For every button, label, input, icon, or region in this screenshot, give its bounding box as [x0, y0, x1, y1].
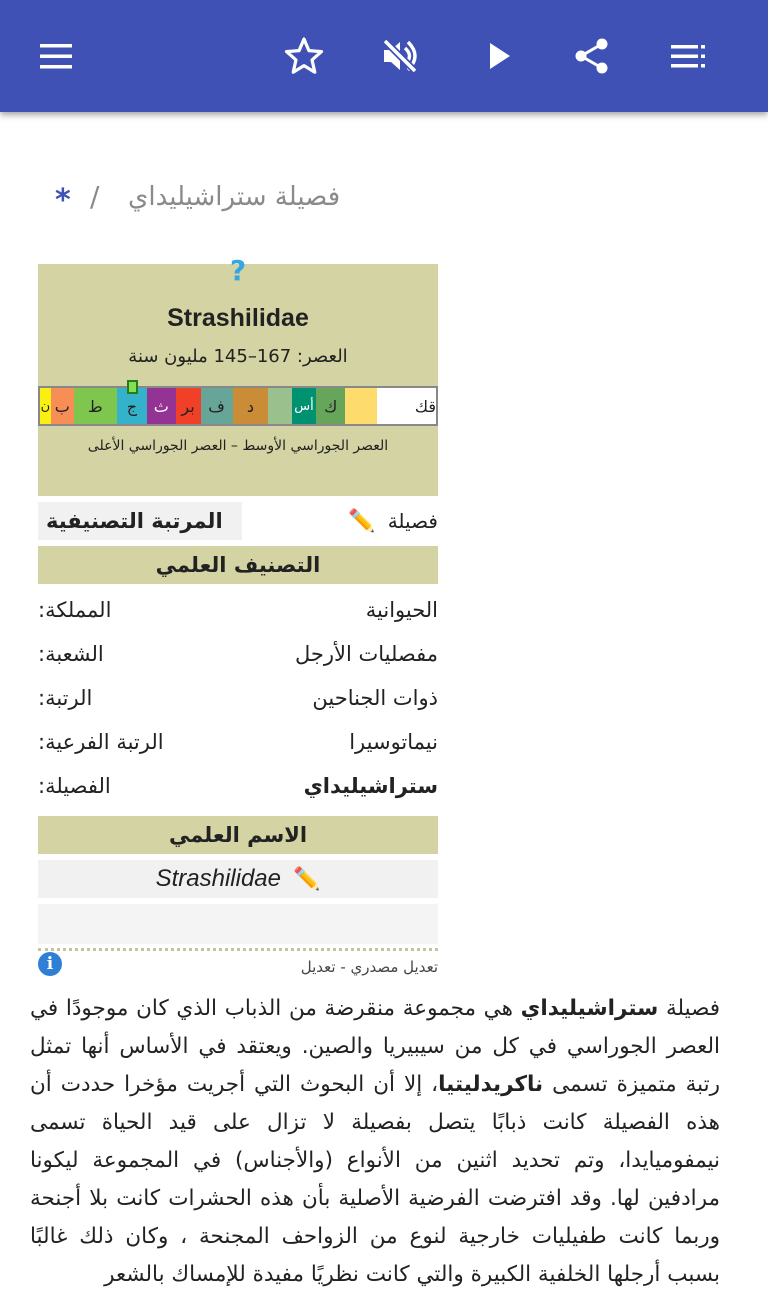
taxonomy-row	[38, 724, 438, 768]
taxonomy-value: ستراشيلیداي	[303, 774, 438, 798]
timeline-segment[interactable]: ج	[117, 388, 147, 424]
timeline-segment[interactable]: ف	[201, 388, 233, 424]
page-title: فصيلة ستراشيليداي	[128, 182, 341, 212]
share-icon[interactable]	[568, 32, 616, 80]
taxonomy-value[interactable]: ذوات الجناحين	[312, 686, 438, 710]
timeline-segment[interactable]: أس	[292, 388, 317, 424]
breadcrumb-home[interactable]: *	[55, 183, 71, 218]
play-icon[interactable]	[474, 32, 522, 80]
rank-row	[38, 502, 438, 540]
taxonomy-value[interactable]: نيماتوسيرا	[349, 730, 438, 754]
taxonomy-row	[38, 680, 438, 724]
article-text: ، إلا أن البحوث التي أجريت مؤخرا حددت أن هذه الفصيلة كانت ذبابًا يتصل بفصيلة لا تزال على قيد الحياة تسمى نيمفوميايدا، وتم تحديد اثنين من الأنواع (والأجناس) في المجموعة ليكونا مرادفين لها. وقد افترضت الفرضية الأصلية بأن هذه الحشرات كانت بلا أجنحة وربما كانت طفيليات خارجية لنوع من الزواحف المجنحة ، وكان ذلك غالبًا بسبب أرجلها الخلفية الكبيرة والتي كانت نظريًا مفيدة للإمساك بالشعر	[30, 1072, 720, 1287]
volume-off-icon[interactable]	[376, 32, 424, 80]
timeline-segment[interactable]: د	[233, 388, 269, 424]
info-icon[interactable]: i	[38, 952, 62, 976]
taxonomy-row	[38, 636, 438, 680]
pencil-icon[interactable]: ✏️	[293, 866, 321, 892]
pencil-icon[interactable]: ✏️	[348, 508, 376, 534]
article-bold-term: ستراشيليداي	[520, 996, 659, 1021]
taxonomy-label: الرتبة:	[38, 686, 93, 710]
article-text: هي مجموعة منقرضة من الذباب الذي كان موجودًا في العصر الجوراسي في كل من سيبيريا والصين. ويعتقد في الأساس أنها تمثل رتبة متميزة تسمى	[30, 996, 721, 1097]
timeline-segment[interactable]	[345, 388, 377, 424]
star-icon[interactable]	[280, 32, 328, 80]
geologic-timeline	[38, 386, 438, 426]
scientific-name-row	[38, 860, 438, 898]
timeline-segment[interactable]	[268, 388, 291, 424]
timeline-segment[interactable]: بر	[176, 388, 201, 424]
timeline-segment[interactable]: قك	[377, 388, 436, 424]
breadcrumb-separator: /	[90, 180, 100, 213]
rank-label: المرتبة التصنيفية	[38, 502, 242, 540]
age-range: العصر: 167–145 مليون سنة	[128, 346, 348, 367]
toc-icon[interactable]	[664, 32, 712, 80]
period-range: العصر الجوراسي الأوسط – العصر الجوراسي الأعلى	[87, 438, 389, 454]
classification-header: التصنيف العلمي	[38, 546, 438, 584]
help-link[interactable]: ?	[229, 254, 247, 287]
taxonomy-label: الشعبة:	[38, 642, 104, 666]
timeline-range-marker	[127, 380, 138, 394]
taxonomy-label: الفصيلة:	[38, 774, 111, 798]
article-paragraph	[30, 990, 720, 1294]
timeline-segment[interactable]: ن	[40, 388, 51, 424]
timeline-segment[interactable]: ب	[51, 388, 74, 424]
timeline-segment[interactable]: ط	[74, 388, 117, 424]
app-bar	[0, 0, 768, 112]
taxonomy-row	[38, 768, 438, 812]
taxonomy-value[interactable]: الحيوانية	[365, 598, 438, 622]
scientific-name: Strashilidae	[155, 865, 281, 892]
taxonomy-row	[38, 592, 438, 636]
timeline-segment[interactable]: ث	[147, 388, 176, 424]
menu-icon[interactable]	[32, 32, 80, 80]
article-bold-term[interactable]: ناكريدليتيا	[438, 1072, 544, 1097]
article-text: فصيلة	[658, 996, 720, 1021]
rank-value: فصيلة	[387, 509, 438, 533]
blank-row	[38, 904, 438, 944]
taxonomy-label: الرتبة الفرعية:	[38, 730, 164, 754]
infobox-header	[38, 254, 438, 496]
timeline-segment[interactable]: ك	[316, 388, 345, 424]
edit-links[interactable]: تعديل مصدري - تعديل	[300, 958, 438, 976]
rank-value-cell	[248, 502, 438, 540]
taxonomy-label: المملكة:	[38, 598, 112, 622]
infobox-title: Strashilidae	[167, 304, 309, 332]
scientific-name-header: الاسم العلمي	[38, 816, 438, 854]
divider	[38, 948, 438, 951]
taxonomy-value[interactable]: مفصليات الأرجل	[294, 642, 438, 666]
